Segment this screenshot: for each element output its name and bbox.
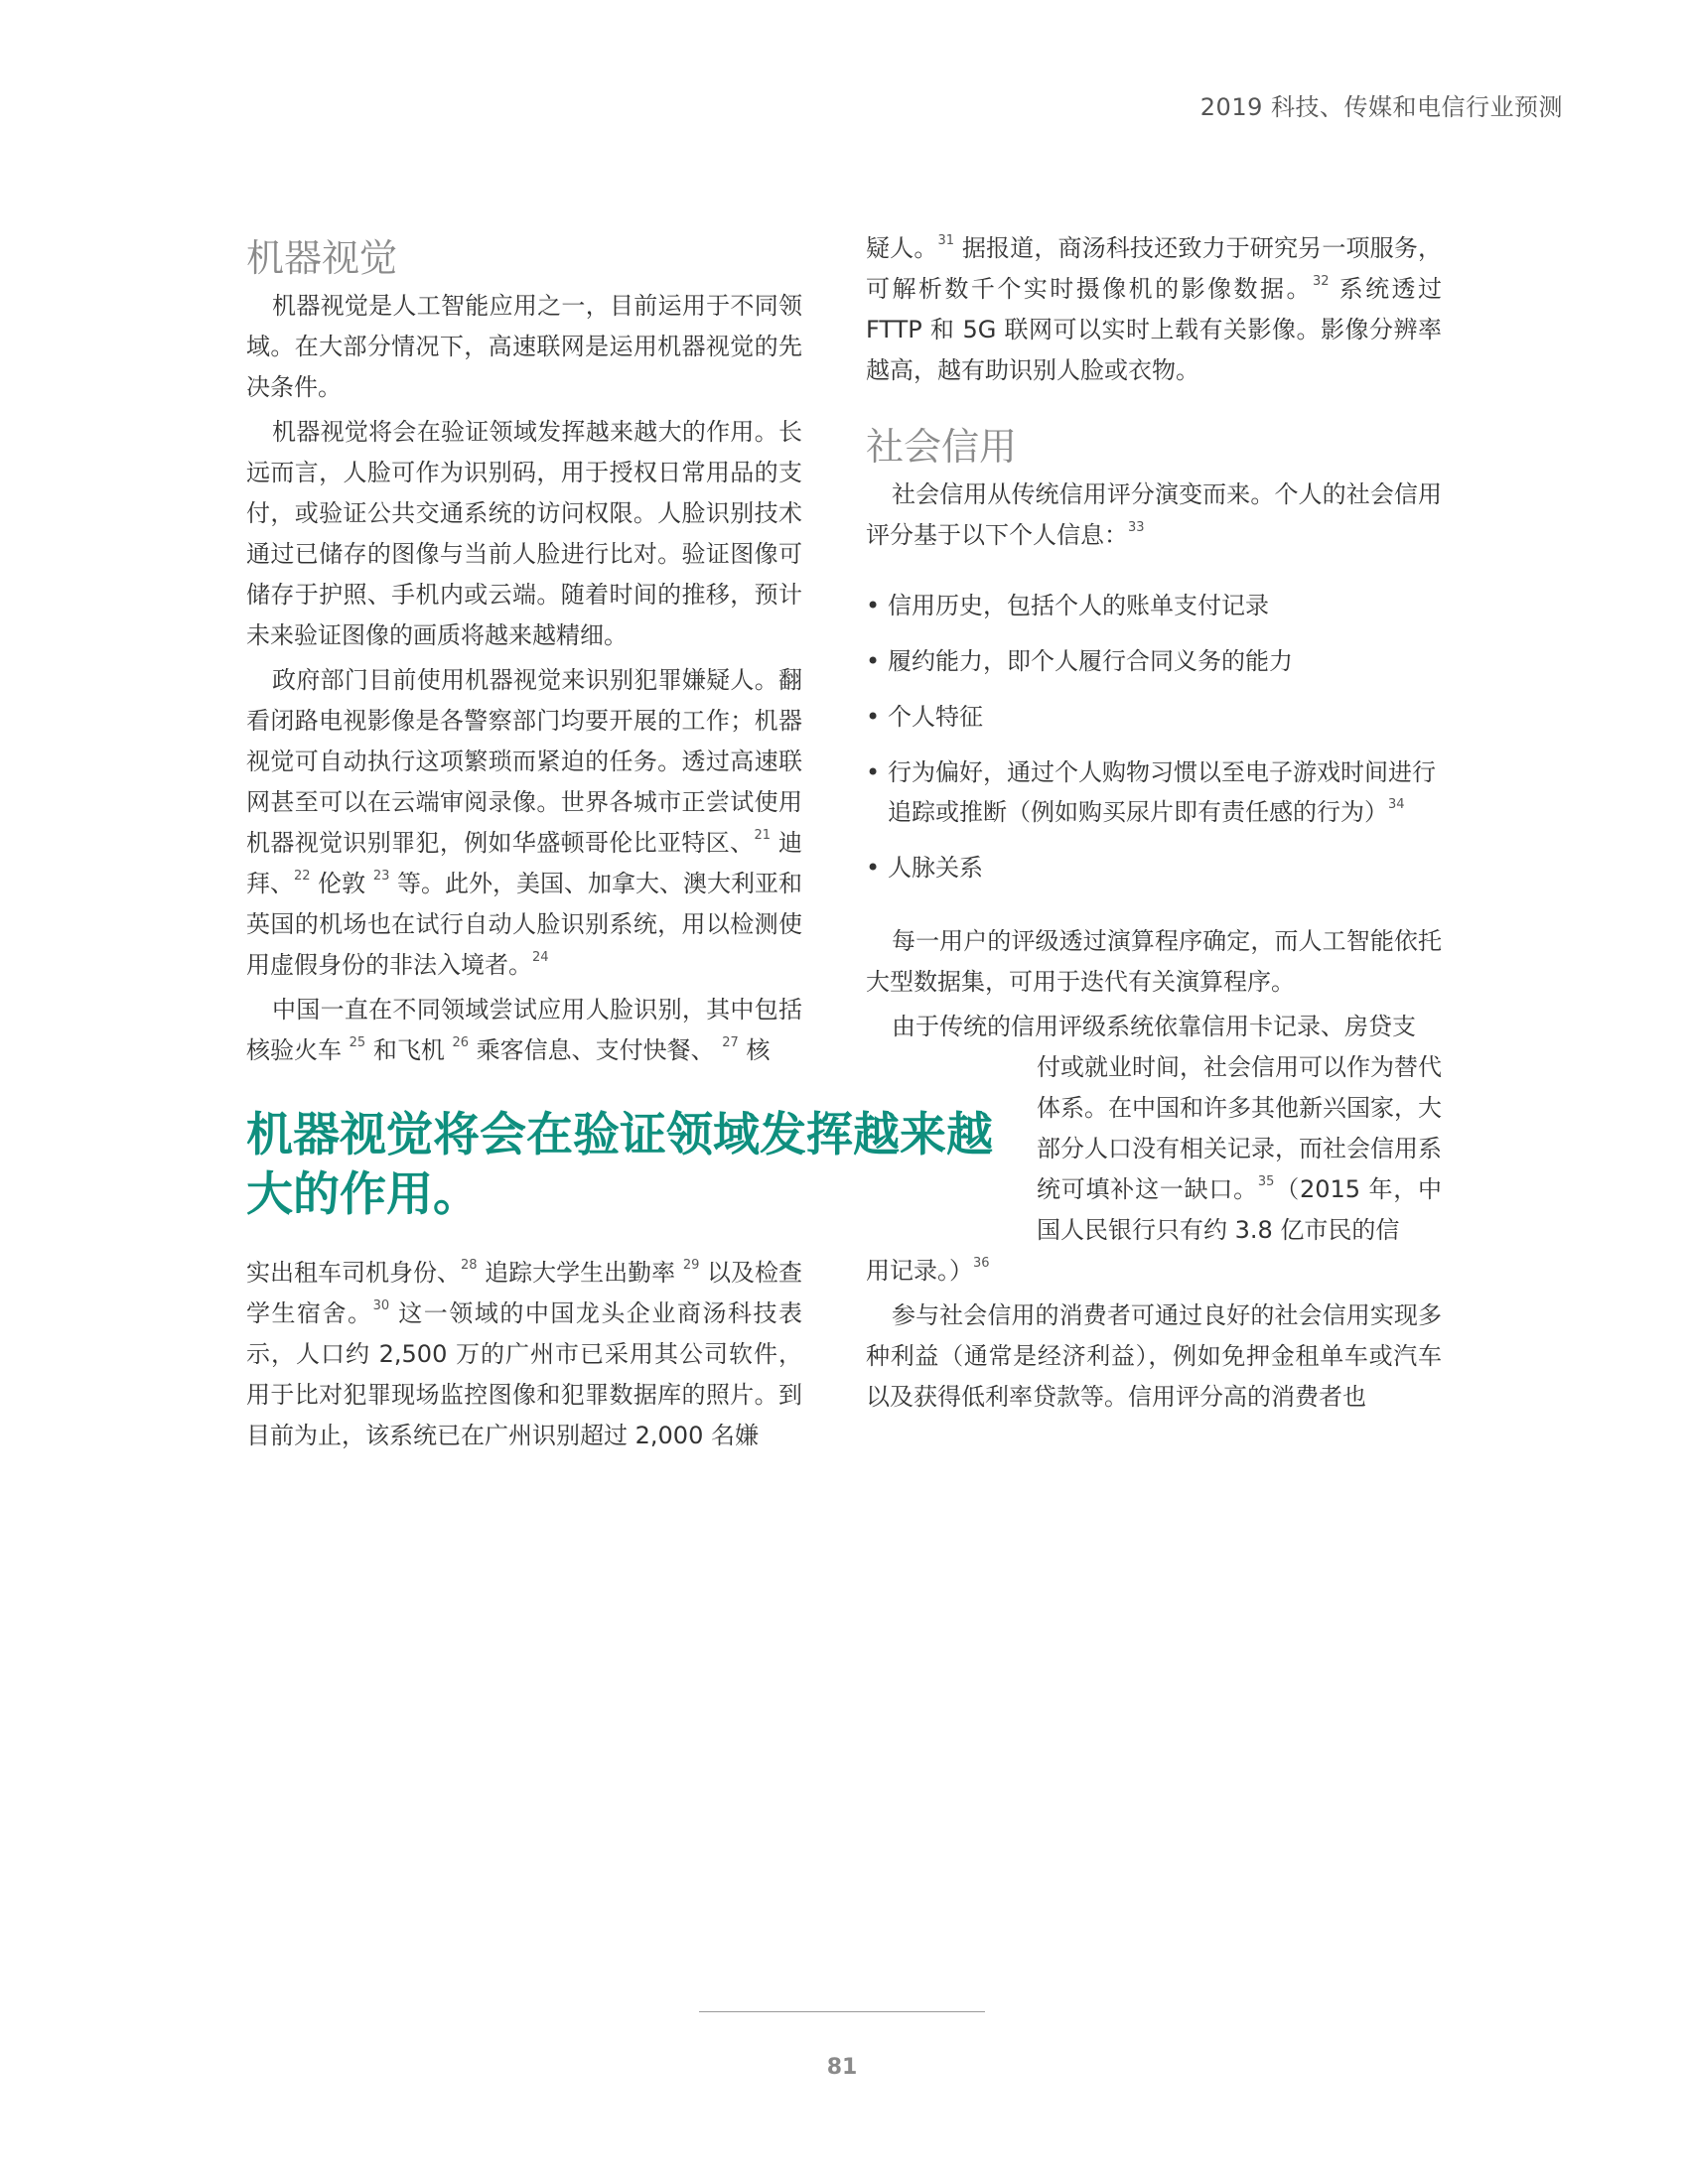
footnote-ref: 21 [754,828,772,843]
bullet-item [866,641,1442,681]
footnote-ref: 22 [294,869,311,884]
paragraph-text: 和飞机 [365,1036,453,1064]
footnote-ref: 26 [452,1035,469,1050]
paragraph-text: 付或就业时间，社会信用可以作为替代体系。在中国和许多其他新兴国家，大部分人口没有相关记录，而社会信用系统可填补这一缺口。 [1037,1053,1442,1203]
section-title-social-credit: 社会信用 [866,425,1018,469]
footnote-ref: 31 [937,233,955,248]
bullet-text: 履约能力，即个人履行合同义务的能力 [888,647,1293,675]
footer-divider [699,2011,985,2012]
bullet-icon: • [866,703,881,731]
bullet-list [866,586,1442,887]
right-column [866,228,1442,1422]
footnote-ref: 29 [682,1258,700,1273]
bullet-icon: • [866,647,881,675]
paragraph-tail [866,1251,1442,1292]
paragraph-text: 实出租车司机身份、 [246,1259,461,1287]
paragraph [246,1253,802,1456]
bullet-text: 信用历史，包括个人的账单支付记录 [888,592,1269,619]
footnote-ref: 32 [1312,274,1330,289]
bullet-icon: • [866,854,881,882]
section-title-machine-vision: 机器视觉 [246,236,398,280]
paragraph [246,660,802,986]
paragraph [246,990,802,1071]
paragraph [866,228,1442,391]
paragraph-text: 中国一直在不同领域尝试应用人脸识别，其中包括核验火车 [246,996,802,1064]
footnote-ref: 33 [1128,520,1145,535]
footnote-ref: 36 [973,1256,990,1271]
paragraph-text: 伦敦 [310,870,373,897]
paragraph-wrapped [1037,1047,1442,1251]
paragraph: 机器视觉是人工智能应用之一，目前运用于不同领域。在大部分情况下，高速联网是运用机器视觉的先决条件。 [246,292,802,401]
page-number: 81 [826,2055,858,2080]
paragraph-text: 政府部门目前使用机器视觉来识别犯罪嫌疑人。翻看闭路电视影像是各警察部门均要开展的工作；机器视觉可自动执行这项繁琐而紧迫的任务。透过高速联网甚至可以在云端审阅录像。世界各城市正尝试使用机器视觉识别罪犯，例如华盛顿哥伦比亚特区、 [246,666,802,857]
bullet-text: 行为偏好，通过个人购物习惯以至电子游戏时间进行追踪或推断（例如购买尿片即有责任感的行为） [888,758,1436,826]
bullet-item [866,586,1442,625]
paragraph-text: 以及检查学生宿舍。 [246,1259,802,1327]
paragraph-text: 疑人。 [866,234,938,262]
paragraph-text: 用记录。） [866,1257,973,1285]
left-column-continued [246,1253,802,1460]
footnote-ref: 25 [349,1035,366,1050]
bullet-icon: • [866,758,881,786]
footnote-ref: 35 [1257,1174,1275,1189]
footnote-ref: 30 [372,1298,390,1313]
bullet-text: 个人特征 [888,703,983,731]
footnote-ref: 28 [461,1258,478,1273]
paragraph-lead-line: 由于传统的信用评级系统依靠信用卡记录、房贷支 [892,1013,1416,1040]
paragraph-text: 社会信用从传统信用评分演变而来。个人的社会信用评分基于以下个人信息： [866,480,1442,549]
footnote-ref: 34 [1388,797,1405,812]
bullet-text: 人脉关系 [888,854,983,882]
paragraph-text: 追踪大学生出勤率 [477,1259,683,1287]
footnote-ref: 27 [722,1035,739,1050]
bullet-icon: • [866,592,881,619]
bullet-item [866,752,1442,832]
paragraph-text: 据报道，商汤科技还致力于研究另一项服务，可解析数千个实时摄像机的影像数据。 [866,234,1442,303]
left-column [246,234,802,1075]
paragraph-text: 等。此外，美国、加拿大、澳大利亚和英国的机场也在试行自动人脸识别系统，用以检测使用虚假身份的非法入境者。 [246,870,802,979]
running-header: 2019 科技、传媒和电信行业预测 [1199,93,1563,121]
footnote-ref: 24 [532,950,549,965]
paragraph [866,475,1442,556]
paragraph-text: 这一领域的中国龙头企业商汤科技表示，人口约 2,500 万的广州市已采用其公司软件，用于比对犯罪现场监控图像和犯罪数据库的照片。到目前为止，该系统已在广州识别超过 2,000 名嫌 [246,1299,802,1449]
pull-quote: 机器视觉将会在验证领域发挥越来越大的作用。 [246,1108,993,1222]
paragraph: 机器视觉将会在验证领域发挥越来越大的作用。长远而言，人脸可作为识别码，用于授权日常用品的支付，或验证公共交通系统的访问权限。人脸识别技术通过已储存的图像与当前人脸进行比对。验证图像可储存于护照、手机内或云端。随着时间的推移，预计未来验证图像的画质将越来越精细。 [246,418,802,649]
paragraph-text: 乘客信息、支付快餐、 [469,1036,723,1064]
paragraph: 每一用户的评级透过演算程序确定，而人工智能依托大型数据集，可用于迭代有关演算程序。 [866,927,1442,996]
bullet-item [866,848,1442,887]
paragraph-text: （2015 年，中国人民银行只有约 3.8 亿市民的信 [1037,1175,1442,1244]
paragraph: 参与社会信用的消费者可通过良好的社会信用实现多种利益（通常是经济利益），例如免押金租单车或汽车以及获得低利率贷款等。信用评分高的消费者也 [866,1301,1442,1411]
paragraph-text: 系统透过 FTTP 和 5G 联网可以实时上载有关影像。影像分辨率越高，越有助识别人脸或衣物。 [866,275,1442,384]
footnote-ref: 23 [372,869,390,884]
paragraph-text: 迪拜、 [246,829,802,897]
bullet-item [866,697,1442,737]
paragraph-text: 核 [738,1036,771,1064]
